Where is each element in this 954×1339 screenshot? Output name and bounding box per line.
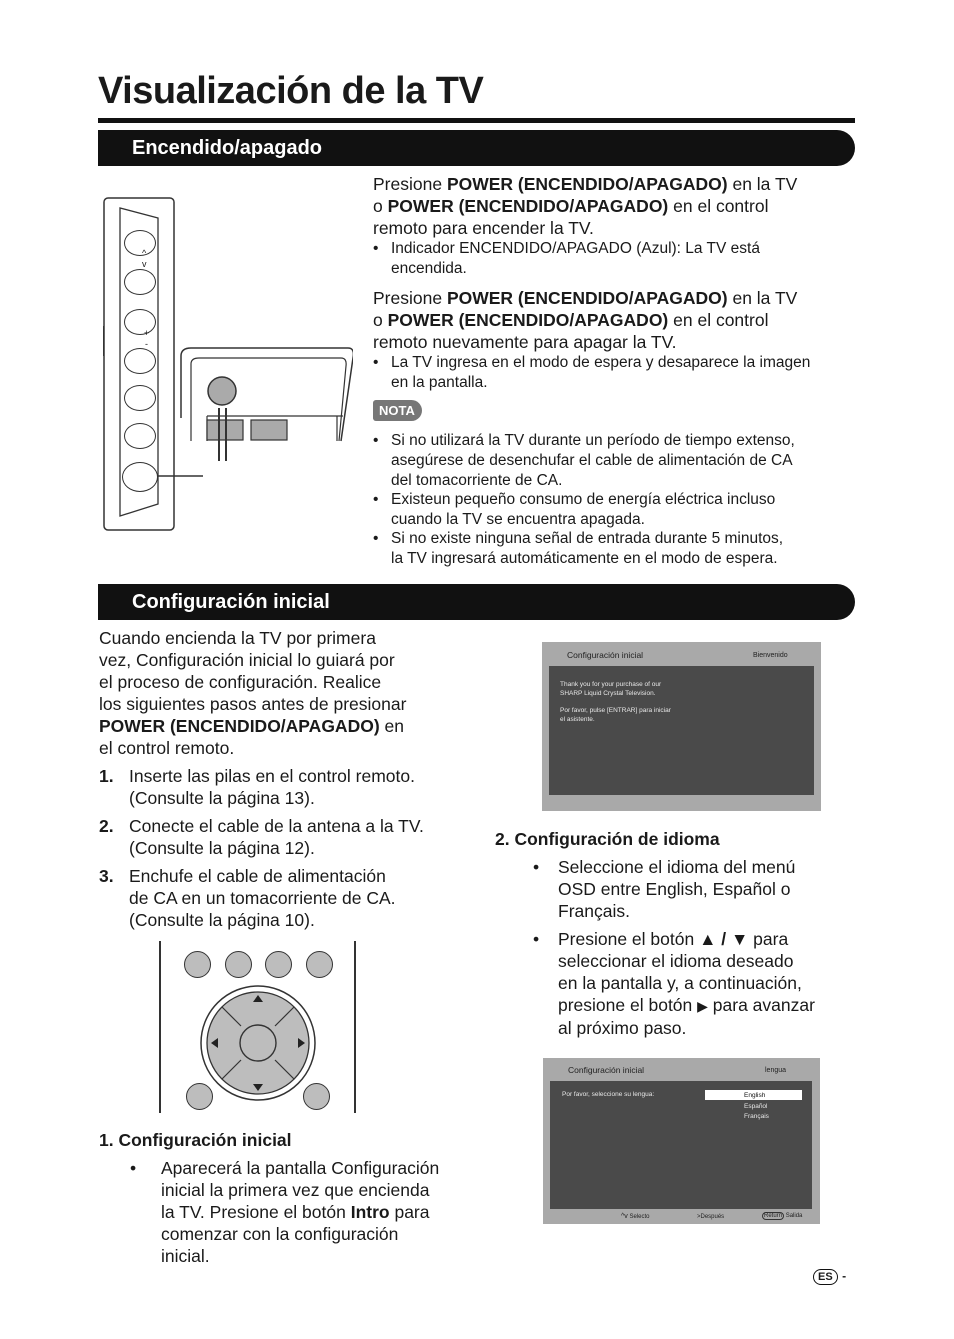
sub2-bullet: • Seleccione el idioma del menú OSD entre English, Español o Français. <box>533 857 796 921</box>
osd-footer-return: Return Salida <box>764 1213 803 1219</box>
remote-button <box>184 951 211 978</box>
vol-plus-label: + <box>144 328 150 338</box>
osd-page-label: Bienvenido <box>753 652 788 659</box>
section-heading-power: Encendido/apagado <box>98 130 855 166</box>
power-button <box>122 462 158 492</box>
section-heading-setup: Configuración inicial <box>98 584 855 620</box>
vol-minus-label: - <box>145 339 148 349</box>
title-rule <box>98 118 855 123</box>
remote-control-illustration <box>158 941 358 1115</box>
up-down-icon: ^v <box>621 1213 628 1220</box>
osd-welcome-screen <box>542 642 821 811</box>
power-on-paragraph: Presione POWER (ENCENDIDO/APAGADO) en la TV o POWER (ENCENDIDO/APAGADO) en el control remoto para encender la TV. <box>373 174 798 238</box>
osd-language-screen <box>543 1058 820 1224</box>
osd-footer-select: ^v Selecto <box>621 1213 650 1220</box>
setup-step: 2. Conecte el cable de la antena a la TV. (Consulte la página 12). <box>99 816 424 858</box>
nota-badge: NOTA <box>373 400 422 421</box>
remote-button <box>306 951 333 978</box>
setup-step: 3. Enchufe el cable de alimentación de CA en un tomacorriente de CA. (Consulte la página 10). <box>99 866 396 930</box>
power-on-bullet: • Indicador ENCENDIDO/APAGADO (Azul): La TV está encendida. <box>373 240 760 277</box>
volume-down-button <box>124 348 156 374</box>
osd-footer-next: >Después <box>697 1214 725 1220</box>
language-badge: ES - <box>813 1267 846 1285</box>
power-off-paragraph: Presione POWER (ENCENDIDO/APAGADO) en la TV o POWER (ENCENDIDO/APAGADO) en el control remoto nuevamente para apagar la TV. <box>373 288 798 352</box>
volume-up-button <box>124 309 156 335</box>
osd-option-espanol[interactable]: Español <box>744 1103 768 1110</box>
note-item: • Si no existe ninguna señal de entrada durante 5 minutos, la TV ingresará automáticamente en el modo de espera. <box>373 530 784 567</box>
remote-button <box>186 1083 213 1110</box>
power-off-bullet: • La TV ingresa en el modo de espera y desaparece la imagen en la pantalla. <box>373 354 811 391</box>
osd-page-label: lengua <box>765 1067 787 1074</box>
menu-button <box>124 423 156 449</box>
osd-option-english[interactable]: English <box>744 1092 766 1099</box>
remote-button <box>265 951 292 978</box>
setup-step: 1. Inserte las pilas en el control remoto. (Consulte la página 13). <box>99 766 415 808</box>
osd-prompt: Por favor, seleccione su lengua: <box>562 1091 655 1098</box>
tv-side-panel-illustration <box>103 196 353 536</box>
note-item: • Si no utilizará la TV durante un período de tiempo extenso, asegúrese de desenchufar el cable de alimentación de CA del tomacorriente de CA. <box>373 432 795 489</box>
osd-title: Configuración inicial <box>567 650 644 660</box>
page-title: Visualización de la TV <box>98 70 484 112</box>
ch-down-label: v <box>142 259 147 269</box>
osd-title: Configuración inicial <box>568 1065 645 1075</box>
sub1-bullet: • Aparecerá la pantalla Configuración inicial la primera vez que encienda la TV. Presione el botón Intro para comenzar con la configuración inicial. <box>130 1158 440 1266</box>
channel-up-button <box>124 230 156 256</box>
channel-down-button <box>124 269 156 295</box>
ch-up-label: ^ <box>142 248 147 258</box>
remote-button <box>303 1083 330 1110</box>
osd-option-francais[interactable]: Français <box>744 1113 769 1120</box>
setup-intro: Cuando encienda la TV por primera vez, Configuración inicial lo guiará por el proceso de configuración. Realice los siguientes pasos antes de presionar POWER (ENCENDIDO/APAGADO) en el control remoto. <box>99 628 407 758</box>
input-button <box>124 385 156 411</box>
sub2-title: 2. Configuración de idioma <box>495 829 720 849</box>
sub2-bullet: • Presione el botón ▲ / ▼ para seleccionar el idioma deseado en la pantalla y, a continuación, presione el botón ▶ para avanzar al próximo paso. <box>533 929 815 1038</box>
osd-body: Thank you for your purchase of our SHARP Liquid Crystal Television. Por favor, pulse [ENTRAR] para iniciar el asistente. <box>560 681 671 723</box>
remote-button <box>225 951 252 978</box>
note-item: • Existeun pequeño consumo de energía eléctrica incluso cuando la TV se encuentra apagada. <box>373 491 776 528</box>
sub1-title: 1. Configuración inicial <box>99 1130 292 1150</box>
